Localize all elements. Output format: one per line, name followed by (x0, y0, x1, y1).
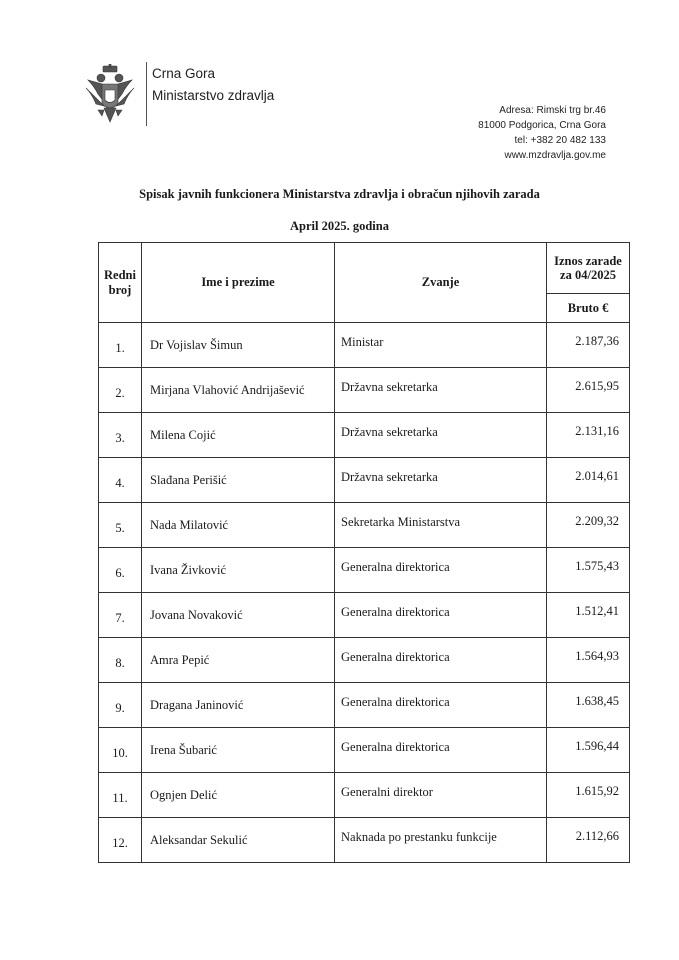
table-row (99, 413, 630, 458)
row-title: Naknada po prestanku funkcije (335, 818, 547, 863)
row-name: Slađana Perišić (142, 458, 335, 503)
table-row (99, 368, 630, 413)
row-amount: 2.187,36 (547, 323, 630, 368)
row-amount: 2.131,16 (547, 413, 630, 458)
row-title: Generalni direktor (335, 773, 547, 818)
header-ime-prezime: Ime i prezime (142, 243, 335, 323)
row-amount: 1.512,41 (547, 593, 630, 638)
row-amount: 1.564,93 (547, 638, 630, 683)
row-amount: 2.112,66 (547, 818, 630, 863)
address-street: Adresa: Rimski trg br.46 (499, 105, 606, 116)
row-number: 3. (99, 413, 142, 458)
header-zvanje: Zvanje (335, 243, 547, 323)
row-amount: 2.209,32 (547, 503, 630, 548)
salary-table (98, 242, 630, 863)
table-header-row (99, 243, 630, 294)
table-row (99, 593, 630, 638)
row-number: 12. (99, 818, 142, 863)
header-iznos: Iznos zarade za 04/2025 (547, 243, 630, 294)
header-bruto: Bruto € (547, 294, 630, 323)
row-amount: 2.014,61 (547, 458, 630, 503)
row-title: Državna sekretarka (335, 368, 547, 413)
row-amount: 1.596,44 (547, 728, 630, 773)
header-redni-broj: Redni broj (99, 243, 142, 323)
table-row (99, 503, 630, 548)
row-number: 7. (99, 593, 142, 638)
row-title: Generalna direktorica (335, 593, 547, 638)
org-ministry: Ministarstvo zdravlja (152, 88, 275, 103)
row-title: Generalna direktorica (335, 638, 547, 683)
row-title: Ministar (335, 323, 547, 368)
row-number: 6. (99, 548, 142, 593)
row-name: Dr Vojislav Šimun (142, 323, 335, 368)
table-row (99, 773, 630, 818)
row-amount: 1.615,92 (547, 773, 630, 818)
row-name: Jovana Novaković (142, 593, 335, 638)
row-number: 2. (99, 368, 142, 413)
table-row (99, 323, 630, 368)
address-block (478, 103, 606, 163)
row-number: 9. (99, 683, 142, 728)
table-row (99, 548, 630, 593)
table-row (99, 818, 630, 863)
row-name: Ivana Živković (142, 548, 335, 593)
row-title: Generalna direktorica (335, 548, 547, 593)
table-row (99, 458, 630, 503)
row-name: Amra Pepić (142, 638, 335, 683)
row-name: Irena Šubarić (142, 728, 335, 773)
coat-of-arms-icon (84, 64, 136, 126)
row-title: Državna sekretarka (335, 413, 547, 458)
org-country: Crna Gora (152, 66, 216, 81)
row-number: 1. (99, 323, 142, 368)
table-row (99, 683, 630, 728)
table-row (99, 728, 630, 773)
row-number: 11. (99, 773, 142, 818)
row-name: Mirjana Vlahović Andrijašević (142, 368, 335, 413)
row-amount: 1.638,45 (547, 683, 630, 728)
row-title: Državna sekretarka (335, 458, 547, 503)
table-row (99, 638, 630, 683)
row-number: 5. (99, 503, 142, 548)
row-number: 10. (99, 728, 142, 773)
row-amount: 2.615,95 (547, 368, 630, 413)
row-number: 8. (99, 638, 142, 683)
row-name: Nada Milatović (142, 503, 335, 548)
row-name: Dragana Janinović (142, 683, 335, 728)
address-website[interactable]: www.mzdravlja.gov.me (504, 150, 606, 161)
row-name: Aleksandar Sekulić (142, 818, 335, 863)
row-amount: 1.575,43 (547, 548, 630, 593)
row-title: Generalna direktorica (335, 728, 547, 773)
row-number: 4. (99, 458, 142, 503)
document-title: Spisak javnih funkcionera Ministarstva zdravlja i obračun njihovih zarada (139, 187, 540, 201)
document-subtitle: April 2025. godina (290, 219, 389, 233)
table-body (99, 323, 630, 863)
row-name: Ognjen Delić (142, 773, 335, 818)
address-phone: tel: +382 20 482 133 (514, 135, 606, 146)
row-name: Milena Cojić (142, 413, 335, 458)
address-city: 81000 Podgorica, Crna Gora (478, 120, 606, 131)
row-title: Sekretarka Ministarstva (335, 503, 547, 548)
row-title: Generalna direktorica (335, 683, 547, 728)
header-divider (146, 62, 147, 126)
